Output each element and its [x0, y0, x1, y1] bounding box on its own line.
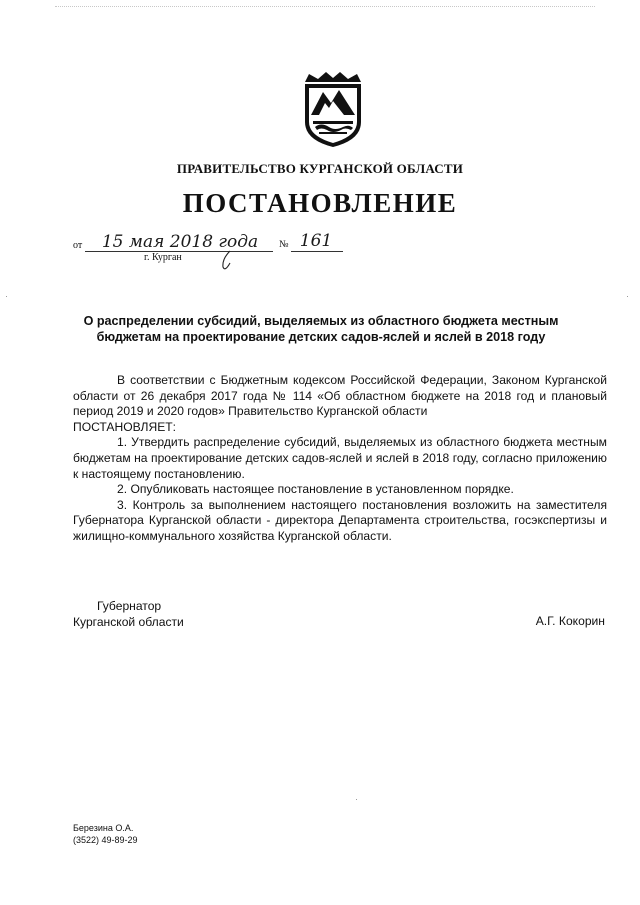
date-handwritten: 15 мая 2018 года: [101, 232, 259, 252]
place-label: г. Курган: [144, 252, 182, 263]
executor-name: Березина О.А.: [73, 823, 134, 833]
number-label: №: [279, 239, 289, 250]
preamble-paragraph: В соответствии с Бюджетным кодексом Российской Федерации, Законом Курганской области от 26 декабря 2017 года № 114 «Об областном бюджете на 2018 год и плановый период 2019 и 2020 годов» Правительство Курганской области: [73, 373, 607, 419]
handwritten-mark: [218, 249, 236, 273]
item-paragraph-1: 1. Утвердить распределение субсидий, выделяемых из областного бюджета местным бюджетам на проектирование детских садов-яслей и яслей в 2018 году, согласно приложению к настоящему постановлению.: [73, 435, 607, 481]
number-handwritten: 161: [299, 231, 333, 251]
government-name: ПРАВИТЕЛЬСТВО КУРГАНСКОЙ ОБЛАСТИ: [176, 161, 464, 176]
item-paragraph-3: 3. Контроль за выполнением настоящего постановления возложить на заместителя Губернатора Курганской области - директора Департамента строительства, госэкспертизы и жилищно-коммунального хозяйства Курганской области.: [73, 497, 607, 543]
scan-speck: [356, 799, 357, 800]
executor-phone: (3522) 49-89-29: [73, 835, 138, 845]
scan-artifact-line: [55, 6, 595, 9]
signatory-title-line-2: Курганской области: [73, 615, 184, 629]
scan-speck: [6, 296, 7, 297]
resolves-paragraph: ПОСТАНОВЛЯЕТ:: [73, 419, 177, 434]
number-underline: [291, 251, 343, 252]
scan-speck: [627, 296, 628, 297]
item-paragraph-2: 2. Опубликовать настоящее постановление в установленном порядке.: [117, 482, 514, 497]
document-body: [73, 373, 607, 545]
signatory-name: А.Г. Кокорин: [535, 614, 605, 628]
signatory-title: [73, 598, 184, 630]
date-from-label: от: [73, 240, 83, 251]
document-subject: О распределении субсидий, выделяемых из областного бюджета местным бюджетам на проектирование детских садов-яслей и яслей в 2018 году: [83, 314, 559, 344]
dateline: [73, 231, 373, 274]
document-type-title: ПОСТАНОВЛЕНИЕ: [182, 188, 458, 218]
signatory-title-line-1: Губернатор: [97, 599, 162, 613]
executor-info: [73, 822, 138, 846]
coat-of-arms-icon: [299, 70, 367, 148]
